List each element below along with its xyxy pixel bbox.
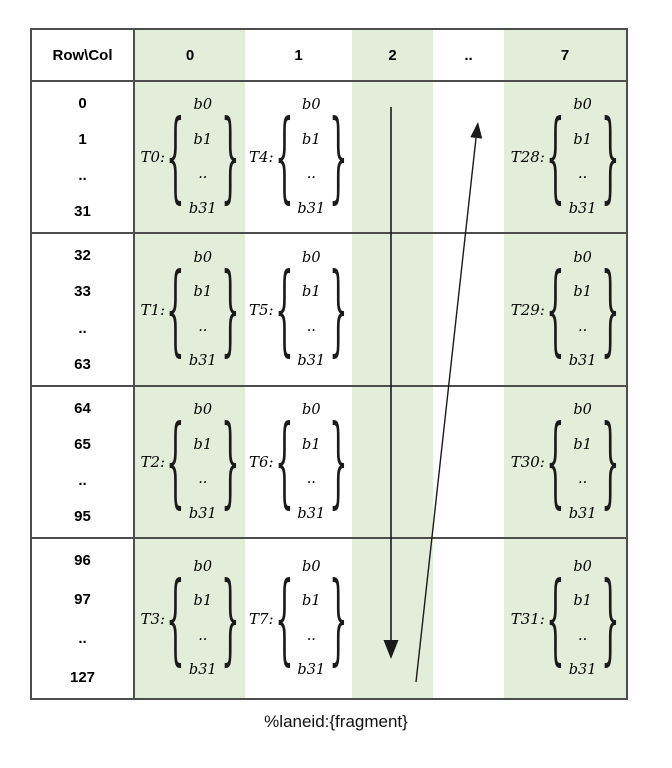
- row-label: 1: [78, 131, 87, 148]
- row-label: 65: [74, 436, 91, 453]
- row-group-labels-3: [32, 537, 135, 698]
- bit-item: b1: [193, 284, 213, 301]
- open-brace: {: [545, 403, 565, 519]
- spacer-col2: [352, 537, 433, 698]
- bit-item: ..: [577, 471, 588, 488]
- bit-item: b0: [193, 402, 213, 418]
- col-header-0: 0: [135, 30, 245, 80]
- bit-item: b1: [302, 593, 321, 610]
- bit-item: ..: [306, 471, 316, 488]
- fragment-cell-t28: [504, 80, 626, 232]
- open-brace: {: [274, 98, 294, 214]
- row-label: ..: [78, 167, 87, 184]
- bit-item: b0: [302, 249, 321, 266]
- bit-item: b31: [568, 353, 597, 370]
- col-header-7: 7: [504, 30, 626, 80]
- thread-label: T28:: [510, 148, 545, 166]
- bit-item: ..: [306, 627, 316, 644]
- spacer-col2: [352, 80, 433, 232]
- bit-item: ..: [306, 318, 316, 335]
- bit-list: [565, 402, 601, 522]
- bit-list: [565, 559, 601, 679]
- bit-item: b0: [573, 249, 592, 266]
- open-brace: {: [166, 403, 185, 519]
- spacer-col2: [352, 232, 433, 385]
- fragment-cell-t7: [245, 537, 352, 698]
- row-group-labels-1: [32, 232, 135, 385]
- bit-item: ..: [198, 627, 208, 644]
- close-brace: }: [600, 250, 620, 366]
- bit-item: b0: [302, 97, 321, 113]
- close-brace: }: [220, 250, 240, 366]
- bit-list: [185, 250, 221, 370]
- spacer-dots: [433, 537, 504, 698]
- open-brace: {: [166, 250, 185, 366]
- bit-item: b0: [573, 402, 592, 418]
- bit-list: [565, 97, 601, 217]
- caption: %laneid:{fragment}: [264, 712, 408, 731]
- bit-item: b0: [193, 97, 213, 113]
- bit-item: b31: [568, 200, 597, 217]
- bit-item: b0: [302, 402, 321, 418]
- row-label: 32: [74, 247, 91, 264]
- fragment-table: [30, 28, 628, 700]
- bit-item: b1: [193, 436, 213, 453]
- bit-list: [293, 559, 329, 679]
- thread-label: T6:: [248, 453, 274, 471]
- corner-label: Row\Col: [32, 30, 135, 80]
- bit-item: b0: [573, 558, 592, 575]
- thread-label: T30:: [510, 453, 545, 471]
- row-label: 31: [74, 203, 91, 220]
- fragment-cell-t6: [245, 385, 352, 537]
- bit-list: [185, 559, 221, 679]
- open-brace: {: [274, 250, 294, 366]
- bit-item: b31: [297, 200, 326, 217]
- bit-item: b1: [302, 436, 321, 453]
- row-label: ..: [78, 319, 87, 337]
- thread-label: T3:: [140, 609, 166, 628]
- close-brace: }: [600, 403, 620, 519]
- open-brace: {: [545, 250, 565, 366]
- spacer-col2: [352, 385, 433, 537]
- thread-label: T1:: [140, 300, 166, 319]
- bit-item: b1: [193, 593, 213, 610]
- close-brace: }: [220, 403, 240, 519]
- close-brace: }: [329, 559, 349, 675]
- fragment-cell-t0: [135, 80, 245, 232]
- bit-item: ..: [198, 471, 208, 488]
- fragment-cell-t31: [504, 537, 626, 698]
- row-label: 127: [69, 669, 96, 686]
- open-brace: {: [166, 98, 185, 214]
- col-header-2: 2: [352, 30, 433, 80]
- bit-item: ..: [577, 627, 588, 644]
- bit-item: ..: [577, 166, 588, 183]
- bit-list: [293, 402, 329, 522]
- bit-item: b31: [188, 505, 217, 522]
- bit-item: b31: [297, 505, 326, 522]
- row-group-labels-2: [32, 385, 135, 537]
- bit-item: b1: [573, 284, 592, 301]
- bit-item: b1: [193, 131, 213, 148]
- spacer-dots: [433, 385, 504, 537]
- thread-label: T5:: [248, 300, 274, 319]
- bit-item: b1: [573, 593, 592, 610]
- col-header-dots: ..: [464, 46, 473, 64]
- open-brace: {: [274, 559, 294, 675]
- bit-item: b0: [193, 558, 213, 575]
- bit-item: b1: [573, 131, 592, 148]
- bit-list: [293, 97, 329, 217]
- open-brace: {: [545, 559, 565, 675]
- thread-label: T31:: [510, 609, 545, 628]
- row-label: 97: [74, 591, 91, 608]
- bit-list: [185, 402, 221, 522]
- thread-label: T4:: [248, 148, 274, 166]
- thread-label: T7:: [248, 609, 274, 628]
- close-brace: }: [600, 98, 620, 214]
- close-brace: }: [220, 559, 240, 675]
- open-brace: {: [274, 403, 294, 519]
- bit-item: b0: [302, 558, 321, 575]
- close-brace: }: [329, 403, 349, 519]
- row-label: 64: [74, 400, 91, 417]
- bit-item: b1: [302, 284, 321, 301]
- row-label: 96: [74, 552, 91, 569]
- row-label: ..: [78, 630, 87, 647]
- bit-item: b31: [188, 353, 217, 370]
- close-brace: }: [600, 559, 620, 675]
- bit-item: b0: [573, 97, 592, 113]
- fragment-cell-t30: [504, 385, 626, 537]
- fragment-cell-t4: [245, 80, 352, 232]
- row-label: 63: [74, 355, 91, 373]
- spacer-dots: [433, 232, 504, 385]
- row-group-labels-0: [32, 80, 135, 232]
- row-label: ..: [78, 472, 87, 489]
- row-label: 0: [78, 95, 87, 112]
- thread-label: T29:: [510, 300, 545, 319]
- bit-item: b31: [297, 662, 326, 679]
- fragment-cell-t1: [135, 232, 245, 385]
- bit-item: b31: [188, 200, 217, 217]
- bit-item: b0: [193, 249, 213, 266]
- bit-item: b31: [297, 353, 326, 370]
- row-label: 95: [74, 508, 91, 525]
- bit-list: [293, 250, 329, 370]
- bit-item: b1: [302, 131, 321, 148]
- fragment-cell-t3: [135, 537, 245, 698]
- bit-list: [565, 250, 601, 370]
- close-brace: }: [329, 250, 349, 366]
- bit-item: ..: [306, 166, 316, 183]
- row-label: 33: [74, 283, 91, 301]
- bit-item: ..: [577, 318, 588, 335]
- bit-item: b31: [188, 662, 217, 679]
- fragment-cell-t29: [504, 232, 626, 385]
- bit-item: ..: [198, 318, 208, 335]
- bit-item: ..: [198, 166, 208, 183]
- fragment-cell-t2: [135, 385, 245, 537]
- open-brace: {: [166, 559, 185, 675]
- close-brace: }: [220, 98, 240, 214]
- bit-item: b31: [568, 662, 597, 679]
- bit-item: b31: [568, 505, 597, 522]
- fragment-cell-t5: [245, 232, 352, 385]
- close-brace: }: [329, 98, 349, 214]
- open-brace: {: [545, 98, 565, 214]
- bit-list: [185, 97, 221, 217]
- thread-label: T0:: [140, 148, 166, 166]
- spacer-dots: [433, 80, 504, 232]
- thread-label: T2:: [140, 453, 166, 471]
- col-header-1: 1: [294, 46, 303, 64]
- bit-item: b1: [573, 436, 592, 453]
